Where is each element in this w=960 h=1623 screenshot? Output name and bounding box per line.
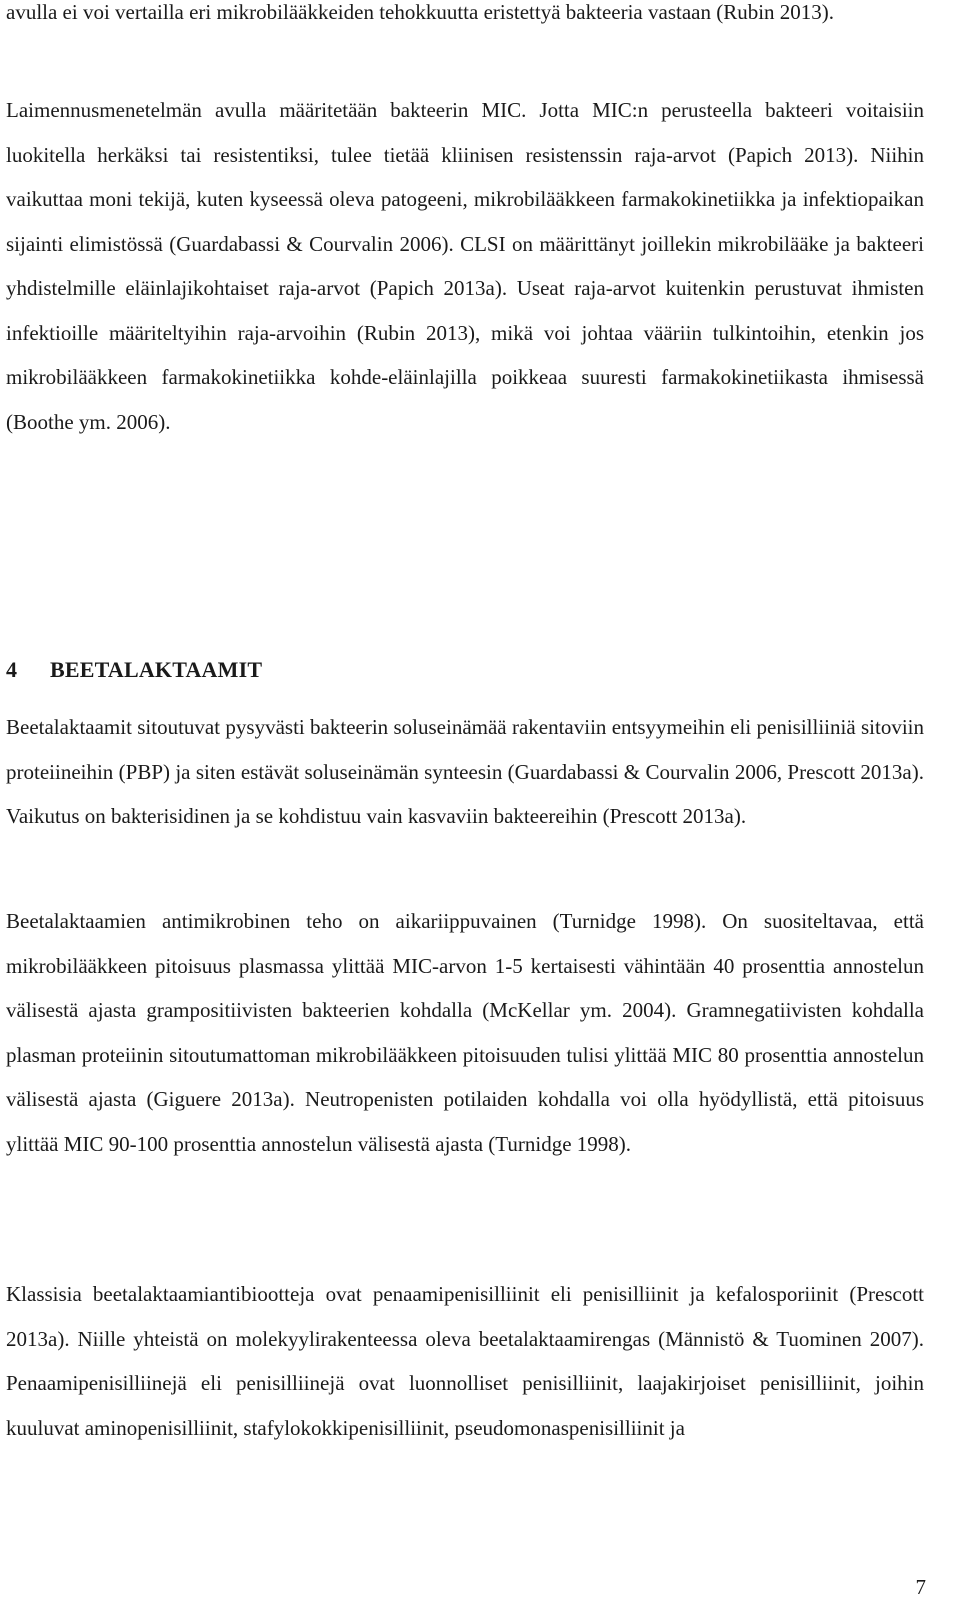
paragraph-intro-fragment: avulla ei voi vertailla eri mikrobilääkkeiden tehokkuutta eristettyä bakteeria vastaan (Rubin 2013). <box>6 0 835 24</box>
paragraph-dilution-method: Laimennusmenetelmän avulla määritetään bakteerin MIC. Jotta MIC:n perusteella bakteeri voitaisiin luokitella herkäksi tai resistentiksi, tulee tietää kliinisen resistenssin raja-arvot (Papich 2013). Niihin vaikuttaa moni tekijä, kuten kyseessä oleva patogeeni, mikrobilääkkeen farmakokinetiikka ja infektiopaikan sijainti elimistössä (Guardabassi & Courvalin 2006). CLSI on määrittänyt joillekin mikrobilääke ja bakteeri yhdistelmille eläinlajikohtaiset raja-arvot (Papich 2013a). Useat raja-arvot kuitenkin perustuvat ihmisten infektioille määriteltyihin raja-arvoihin (Rubin 2013), mikä voi johtaa vääriin tulkintoihin, etenkin jos mikrobilääkkeen farmakokinetiikka kohde-eläinlajilla poikkeaa suuresti farmakokinetiikasta ihmisessä (Boothe ym. 2006). <box>6 98 924 434</box>
section-number: 4 <box>6 657 18 682</box>
paragraph-classic-beta-lactams: Klassisia beetalaktaamiantibiootteja ovat penaamipenisilliinit eli penisilliinit ja kefalosporiinit (Prescott 2013a). Niille yhteistä on molekyylirakenteessa oleva beetalaktaamirengas (Männistö & Tuominen 2007). Penaamipenisilliinejä eli penisilliinejä ovat luonnolliset penisilliinit, laajakirjoiset penisilliinit, joihin kuuluvat aminopenisilliinit, stafylokokkipenisilliinit, pseudomonaspenisilliinit ja <box>6 1282 924 1440</box>
paragraph-beta-lactam-mechanism: Beetalaktaamit sitoutuvat pysyvästi bakteerin soluseinämää rakentaviin entsyymeihin eli penisilliiniä sitoviin proteiineihin (PBP) ja siten estävät soluseinämän synteesin (Guardabassi & Courvalin 2006, Prescott 2013a). Vaikutus on bakterisidinen ja se kohdistuu vain kasvaviin bakteereihin (Prescott 2013a). <box>6 715 924 828</box>
section-title: BEETALAKTAAMIT <box>50 657 263 682</box>
section-heading <box>6 652 262 688</box>
page-number: 7 <box>915 1575 926 1599</box>
paragraph-time-dependence: Beetalaktaamien antimikrobinen teho on aikariippuvainen (Turnidge 1998). On suositeltavaa, että mikrobilääkkeen pitoisuus plasmassa ylittää MIC-arvon 1-5 kertaisesti vähintään 40 prosenttia annostelun välisestä ajasta grampositiivisten bakteerien kohdalla (McKellar ym. 2004). Gramnegatiivisten kohdalla plasman proteiinin sitoutumattoman mikrobilääkkeen pitoisuuden tulisi ylittää MIC 80 prosenttia annostelun välisestä ajasta (Giguere 2013a). Neutropenisten potilaiden kohdalla voi olla hyödyllistä, että pitoisuus ylittää MIC 90-100 prosenttia annostelun välisestä ajasta (Turnidge 1998). <box>6 909 924 1156</box>
